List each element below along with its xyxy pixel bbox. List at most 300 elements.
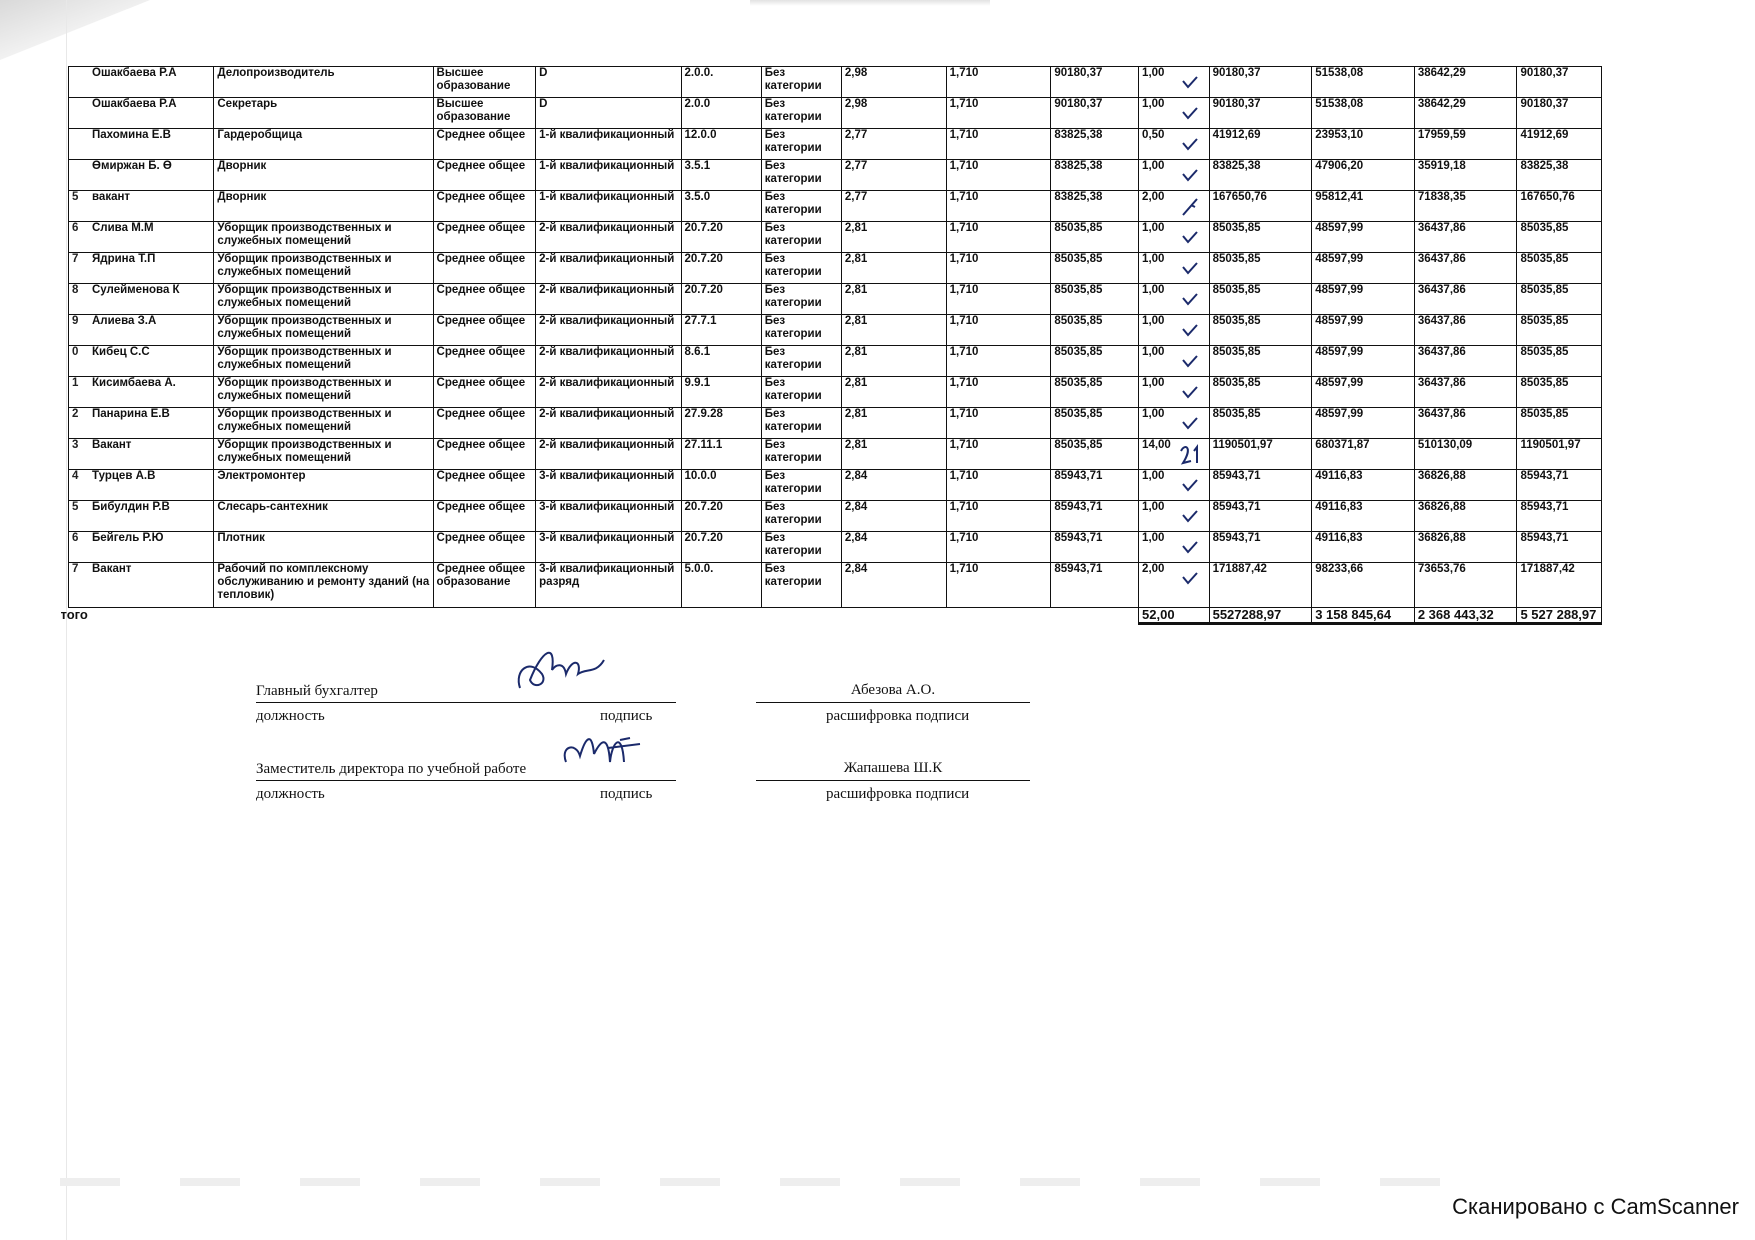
cell-f3 (1517, 222, 1602, 253)
employee-name: Вакант (92, 563, 132, 575)
employee-name: Панарина Е.В (92, 408, 170, 420)
cell-rate (1051, 160, 1139, 191)
cell-fund (1209, 222, 1312, 253)
cell-units (1139, 315, 1210, 346)
cell-position (214, 191, 433, 222)
cell-text: 85943,71 (1054, 563, 1103, 575)
cell-text: 98233,66 (1315, 563, 1364, 575)
cell-text: Слесарь-сантехник (217, 501, 328, 513)
cell-coef (841, 284, 946, 315)
cell-category (761, 470, 841, 501)
cell-qualification (536, 222, 681, 253)
table-row (69, 439, 1602, 470)
cell-text: 36826,88 (1417, 501, 1466, 513)
cell-fund (1209, 470, 1312, 501)
cell-code (681, 377, 761, 408)
cell-c2 (946, 408, 1051, 439)
staff-table-body (60, 67, 1602, 624)
cell-qualification (536, 315, 681, 346)
cell-category (761, 377, 841, 408)
cell-text: 20.7.20 (684, 501, 723, 513)
cell-text: 85035,85 (1212, 315, 1261, 327)
cell-text: Без категории (764, 501, 822, 526)
cell-name (69, 67, 214, 98)
cell-text: 1-й квалификационный (539, 129, 675, 141)
employee-name: Алиева З.А (92, 315, 157, 327)
cell-text: 90180,37 (1520, 98, 1569, 110)
cell-text: 1,710 (949, 470, 979, 482)
cell-text: 2-й квалификационный (539, 284, 675, 296)
cell-text: 85035,85 (1054, 346, 1103, 358)
table-row (69, 67, 1602, 98)
checkmark-icon (1179, 164, 1201, 186)
cell-category (761, 129, 841, 160)
cell-text: 2.0.0 (684, 98, 711, 110)
cell-name (69, 563, 214, 608)
cell-text: Среднее общее (436, 501, 526, 513)
cell-text: 2,77 (844, 129, 868, 141)
cell-text: Без категории (764, 284, 822, 309)
employee-name: Өмиржан Б. Ө (92, 160, 172, 172)
cell-units (1139, 501, 1210, 532)
cell-text: 1,00 (1142, 408, 1165, 420)
cell-text: 2,81 (844, 222, 868, 234)
row-index: 2 (72, 408, 79, 420)
checkmark-icon (1179, 195, 1201, 217)
cell-education (433, 470, 536, 501)
totals-f1: 3 158 845,64 (1312, 608, 1415, 624)
cell-f3 (1517, 532, 1602, 563)
cell-text: Среднее общее (436, 253, 526, 265)
cell-text: 85035,85 (1212, 377, 1261, 389)
employee-name: Кибец С.С (92, 346, 150, 358)
cell-text: 41912,69 (1520, 129, 1569, 141)
cell-text: 14,00 (1142, 439, 1171, 451)
cell-text: 2,81 (844, 284, 868, 296)
cell-text: 85035,85 (1520, 222, 1569, 234)
cell-text: 35919,18 (1417, 160, 1466, 172)
cell-text: 36437,86 (1417, 284, 1466, 296)
cell-text: 85035,85 (1212, 408, 1261, 420)
cell-category (761, 98, 841, 129)
deputy-caption-decode: расшифровка подписи (826, 786, 970, 802)
cell-units (1139, 98, 1210, 129)
table-row (69, 408, 1602, 439)
cell-text: 167650,76 (1212, 191, 1267, 203)
cell-position (214, 222, 433, 253)
cell-text: 1,710 (949, 315, 979, 327)
cell-text: 51538,08 (1315, 98, 1364, 110)
employee-name: Слива М.М (92, 222, 154, 234)
cell-units (1139, 470, 1210, 501)
cell-c2 (946, 284, 1051, 315)
cell-f3 (1517, 346, 1602, 377)
cell-code (681, 408, 761, 439)
cell-rate (1051, 470, 1139, 501)
cell-f1 (1312, 253, 1415, 284)
table-row (69, 563, 1602, 608)
cell-units (1139, 191, 1210, 222)
cell-text: Среднее общее (436, 377, 526, 389)
table-row (69, 191, 1602, 222)
cell-f2 (1414, 439, 1517, 470)
cell-text: 36437,86 (1417, 346, 1466, 358)
deputy-title: Заместитель директора по учебной работе (256, 761, 527, 777)
cell-category (761, 160, 841, 191)
cell-text: 2,00 (1142, 191, 1165, 203)
cell-c2 (946, 439, 1051, 470)
cell-text: 85035,85 (1520, 377, 1569, 389)
cell-text: Секретарь (217, 98, 278, 110)
cell-coef (841, 408, 946, 439)
cell-fund (1209, 532, 1312, 563)
cell-qualification (536, 191, 681, 222)
cell-f2 (1414, 470, 1517, 501)
cell-text: 1,00 (1142, 67, 1165, 79)
cell-rate (1051, 377, 1139, 408)
cell-text: 85035,85 (1054, 222, 1103, 234)
cell-text: 2-й квалификационный (539, 346, 675, 358)
cell-text: Уборщик производственных и служебных помещений (217, 315, 392, 340)
row-index: 8 (72, 284, 79, 296)
cell-text: 48597,99 (1315, 346, 1364, 358)
cell-f2 (1414, 67, 1517, 98)
cell-coef (841, 563, 946, 608)
checkmark-icon (1179, 257, 1201, 279)
cell-category (761, 222, 841, 253)
cell-text: 2,77 (844, 160, 868, 172)
signature-block (256, 680, 1056, 810)
cell-text: Уборщик производственных и служебных помещений (217, 346, 392, 371)
cell-rate (1051, 501, 1139, 532)
cell-rate (1051, 222, 1139, 253)
cell-education (433, 129, 536, 160)
handwritten-note (1179, 443, 1201, 465)
cell-qualification (536, 501, 681, 532)
cell-education (433, 253, 536, 284)
cell-qualification (536, 377, 681, 408)
cell-name (69, 470, 214, 501)
deputy-signature (556, 722, 646, 778)
cell-text: 2,81 (844, 439, 868, 451)
chief-signature (512, 640, 612, 700)
cell-name (69, 160, 214, 191)
cell-name (69, 222, 214, 253)
cell-text: 83825,38 (1212, 160, 1261, 172)
cell-category (761, 439, 841, 470)
cell-education (433, 67, 536, 98)
cell-position (214, 129, 433, 160)
cell-text: 49116,83 (1315, 501, 1363, 513)
chief-title: Главный бухгалтер (256, 683, 378, 699)
cell-text: 1,00 (1142, 346, 1165, 358)
cell-text: 85943,71 (1520, 501, 1569, 513)
cell-text: 167650,76 (1520, 191, 1575, 203)
cell-text: 1,00 (1142, 501, 1165, 513)
cell-text: 1-й квалификационный (539, 191, 675, 203)
row-index: 7 (72, 563, 79, 575)
cell-coef (841, 98, 946, 129)
cell-code (681, 470, 761, 501)
cell-position (214, 563, 433, 608)
cell-text: Среднее общее (436, 284, 526, 296)
cell-fund (1209, 67, 1312, 98)
cell-text: 680371,87 (1315, 439, 1370, 451)
table-row (69, 222, 1602, 253)
cell-f3 (1517, 563, 1602, 608)
cell-text: Уборщик производственных и служебных помещений (217, 222, 392, 247)
cell-text: Без категории (764, 222, 822, 247)
cell-qualification (536, 563, 681, 608)
cell-f2 (1414, 98, 1517, 129)
cell-rate (1051, 253, 1139, 284)
cell-f1 (1312, 222, 1415, 253)
cell-f2 (1414, 222, 1517, 253)
cell-text: 2,81 (844, 377, 868, 389)
cell-position (214, 98, 433, 129)
cell-text: 85035,85 (1520, 284, 1569, 296)
cell-text: 73653,76 (1417, 563, 1466, 575)
cell-f1 (1312, 98, 1415, 129)
cell-f1 (1312, 563, 1415, 608)
cell-text: 27.7.1 (684, 315, 717, 327)
checkmark-icon (1179, 288, 1201, 310)
cell-units (1139, 253, 1210, 284)
cell-text: 85943,71 (1520, 470, 1569, 482)
cell-text: 36437,86 (1417, 253, 1466, 265)
cell-text: 1,710 (949, 191, 979, 203)
cell-rate (1051, 408, 1139, 439)
cell-text: 85035,85 (1212, 284, 1261, 296)
scan-shadow (750, 0, 990, 6)
cell-rate (1051, 563, 1139, 608)
cell-text: 3-й квалификационный разряд (539, 563, 675, 588)
cell-qualification (536, 346, 681, 377)
cell-c2 (946, 532, 1051, 563)
cell-text: 90180,37 (1212, 67, 1261, 79)
cell-units (1139, 129, 1210, 160)
employee-name: Ошакбаева Р.А (92, 98, 177, 110)
cell-f1 (1312, 501, 1415, 532)
cell-rate (1051, 98, 1139, 129)
cell-text: Без категории (764, 253, 822, 278)
cell-code (681, 501, 761, 532)
cell-text: 85035,85 (1054, 284, 1103, 296)
cell-text: Без категории (764, 346, 822, 371)
employee-name: Ядрина Т.П (92, 253, 156, 265)
cell-text: 85035,85 (1212, 253, 1261, 265)
deputy-caption-sign: подпись (600, 786, 653, 802)
cell-text: 8.6.1 (684, 346, 711, 358)
cell-text: 1,00 (1142, 532, 1165, 544)
cell-c2 (946, 129, 1051, 160)
cell-name (69, 408, 214, 439)
cell-text: D (539, 98, 548, 110)
cell-text: 38642,29 (1417, 67, 1466, 79)
cell-text: Среднее общее (436, 346, 526, 358)
cell-text: 85943,71 (1054, 470, 1103, 482)
cell-rate (1051, 191, 1139, 222)
cell-f1 (1312, 129, 1415, 160)
cell-text: 2-й квалификационный (539, 377, 675, 389)
cell-position (214, 470, 433, 501)
cell-position (214, 377, 433, 408)
chief-name-line (756, 680, 1030, 703)
cell-text: Без категории (764, 439, 822, 464)
row-index: 5 (72, 501, 79, 513)
cell-f3 (1517, 253, 1602, 284)
cell-text: Уборщик производственных и служебных помещений (217, 253, 392, 278)
camscanner-watermark: Сканировано с CamScanner (1452, 1194, 1739, 1219)
checkmark-icon (1179, 505, 1201, 527)
cell-text: 0,50 (1142, 129, 1165, 141)
row-index: 1 (72, 377, 79, 389)
cell-f3 (1517, 470, 1602, 501)
totals-row (69, 608, 1602, 624)
cell-f1 (1312, 346, 1415, 377)
cell-units (1139, 439, 1210, 470)
cell-text: Делопроизводитель (217, 67, 335, 79)
cell-text: 1,00 (1142, 98, 1165, 110)
cell-f1 (1312, 315, 1415, 346)
cell-text: 90180,37 (1054, 98, 1103, 110)
table-row (69, 532, 1602, 563)
cell-text: 5.0.0. (684, 563, 714, 575)
cell-c2 (946, 501, 1051, 532)
cell-code (681, 129, 761, 160)
cell-text: 2-й квалификационный (539, 439, 675, 451)
cell-f2 (1414, 377, 1517, 408)
cell-text: Уборщик производственных и служебных помещений (217, 284, 392, 309)
cell-text: 1,710 (949, 129, 979, 141)
cell-text: 83825,38 (1054, 129, 1103, 141)
cell-text: Без категории (764, 129, 822, 154)
cell-text: 2,98 (844, 98, 868, 110)
cell-education (433, 346, 536, 377)
cell-text: 85943,71 (1212, 532, 1261, 544)
cell-qualification (536, 67, 681, 98)
cell-text: 2,84 (844, 532, 868, 544)
row-index: 4 (72, 470, 79, 482)
cell-f2 (1414, 346, 1517, 377)
cell-qualification (536, 98, 681, 129)
cell-text: 85035,85 (1520, 346, 1569, 358)
cell-f3 (1517, 439, 1602, 470)
cell-text: 85035,85 (1054, 315, 1103, 327)
cell-f1 (1312, 67, 1415, 98)
cell-f1 (1312, 439, 1415, 470)
cell-f1 (1312, 532, 1415, 563)
cell-name (69, 253, 214, 284)
row-index: 3 (72, 439, 79, 451)
cell-name (69, 439, 214, 470)
cell-coef (841, 470, 946, 501)
cell-position (214, 501, 433, 532)
cell-text: 1,710 (949, 501, 979, 513)
cell-text: Без категории (764, 315, 822, 340)
cell-code (681, 439, 761, 470)
cell-text: 1,710 (949, 67, 979, 79)
cell-code (681, 67, 761, 98)
cell-text: 1,710 (949, 439, 979, 451)
checkmark-icon (1179, 319, 1201, 341)
cell-f1 (1312, 191, 1415, 222)
cell-text: 1,710 (949, 563, 979, 575)
cell-code (681, 253, 761, 284)
cell-text: Высшее образование (436, 98, 511, 123)
table-row (69, 284, 1602, 315)
cell-coef (841, 129, 946, 160)
cell-qualification (536, 470, 681, 501)
cell-coef (841, 346, 946, 377)
cell-text: 85035,85 (1054, 439, 1103, 451)
table-row (69, 160, 1602, 191)
cell-f2 (1414, 501, 1517, 532)
cell-position (214, 160, 433, 191)
table-row (69, 470, 1602, 501)
cell-text: Без категории (764, 408, 822, 433)
cell-f3 (1517, 160, 1602, 191)
cell-c2 (946, 315, 1051, 346)
cell-text: 85035,85 (1054, 253, 1103, 265)
cell-qualification (536, 129, 681, 160)
cell-c2 (946, 191, 1051, 222)
cell-rate (1051, 129, 1139, 160)
cell-text: 85035,85 (1054, 408, 1103, 420)
cell-text: 83825,38 (1054, 160, 1103, 172)
cell-education (433, 501, 536, 532)
cell-units (1139, 532, 1210, 563)
cell-category (761, 532, 841, 563)
cell-text: 1,00 (1142, 470, 1165, 482)
cell-text: 2.0.0. (684, 67, 714, 79)
checkmark-icon (1179, 474, 1201, 496)
cell-text: 1,710 (949, 408, 979, 420)
cell-text: 2,00 (1142, 563, 1165, 575)
cell-text: 85035,85 (1212, 222, 1261, 234)
cell-text: 48597,99 (1315, 284, 1364, 296)
cell-text: Гардеробщица (217, 129, 303, 141)
cell-text: 83825,38 (1054, 191, 1103, 203)
totals-f3: 5 527 288,97 (1517, 608, 1602, 624)
cell-text: 1,710 (949, 160, 979, 172)
employee-name: Ошакбаева Р.А (92, 67, 177, 79)
cell-text: 85035,85 (1520, 315, 1569, 327)
cell-text: 85035,85 (1520, 253, 1569, 265)
cell-education (433, 222, 536, 253)
cell-category (761, 346, 841, 377)
cell-text: 27.9.28 (684, 408, 723, 420)
chief-name: Абезова А.О. (850, 682, 936, 698)
cell-text: 36437,86 (1417, 377, 1466, 389)
cell-f3 (1517, 67, 1602, 98)
cell-name (69, 98, 214, 129)
cell-c2 (946, 253, 1051, 284)
employee-name: Турцев А.В (92, 470, 156, 482)
cell-text: 36437,86 (1417, 315, 1466, 327)
cell-education (433, 191, 536, 222)
table-row (69, 315, 1602, 346)
cell-fund (1209, 408, 1312, 439)
totals-label: того (60, 607, 88, 622)
cell-name (69, 284, 214, 315)
cell-text: 71838,35 (1417, 191, 1466, 203)
employee-name: вакант (92, 191, 131, 203)
cell-coef (841, 222, 946, 253)
cell-qualification (536, 408, 681, 439)
cell-f1 (1312, 377, 1415, 408)
cell-rate (1051, 315, 1139, 346)
